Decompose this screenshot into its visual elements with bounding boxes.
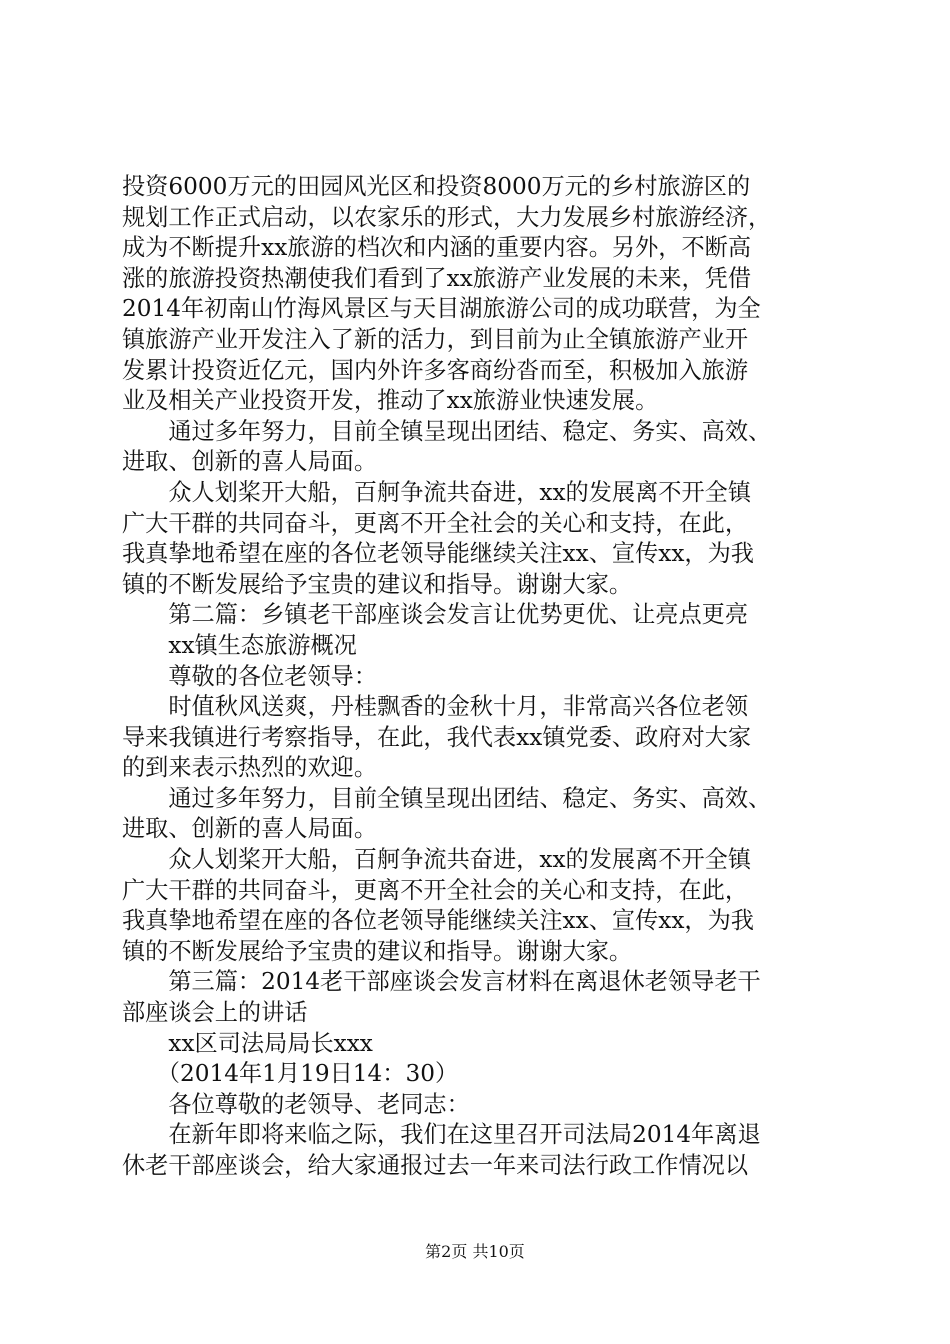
text-line: 广大干群的共同奋斗，更离不开全社会的关心和支持，在此， xyxy=(122,509,749,537)
text-line: 规划工作正式启动，以农家乐的形式，大力发展乡村旅游经济， xyxy=(122,203,772,231)
document-body xyxy=(122,172,834,1182)
text-line: 众人划桨开大船，百舸争流共奋进，xx的发展离不开全镇 xyxy=(122,478,752,506)
text-line: 众人划桨开大船，百舸争流共奋进，xx的发展离不开全镇 xyxy=(122,846,752,874)
text-line: 广大干群的共同奋斗，更离不开全社会的关心和支持，在此， xyxy=(122,876,749,904)
text-line: 通过多年努力，目前全镇呈现出团结、稳定、务实、高效、 xyxy=(122,784,772,812)
text-line: 发累计投资近亿元，国内外许多客商纷沓而至，积极加入旅游 xyxy=(122,356,749,384)
text-line: 镇的不断发展给予宝贵的建议和指导。谢谢大家。 xyxy=(122,570,633,598)
page-number: 第2页 共10页 xyxy=(425,1242,525,1261)
date-line: （2014年1月19日14：30） xyxy=(122,1060,459,1088)
text-line: 镇的不断发展给予宝贵的建议和指导。谢谢大家。 xyxy=(122,937,633,965)
salutation: 各位尊敬的老领导、老同志： xyxy=(122,1090,470,1118)
text-line: 休老干部座谈会，给大家通报过去一年来司法行政工作情况以 xyxy=(122,1152,749,1179)
text-line: 投资6000万元的田园风光区和投资8000万元的乡村旅游区的 xyxy=(122,173,751,200)
text-line: 进取、创新的喜人局面。 xyxy=(122,448,378,476)
text-line: 时值秋风送爽，丹桂飘香的金秋十月，非常高兴各位老领 xyxy=(122,693,749,721)
text-line: 进取、创新的喜人局面。 xyxy=(122,815,378,843)
speaker-line: xx区司法局局长xxx xyxy=(122,1029,373,1057)
salutation: 尊敬的各位老领导： xyxy=(122,662,378,690)
text-line: 在新年即将来临之际，我们在这里召开司法局2014年离退 xyxy=(122,1121,761,1149)
text-line: 导来我镇进行考察指导，在此，我代表xx镇党委、政府对大家 xyxy=(122,723,752,751)
section-heading: 部座谈会上的讲话 xyxy=(122,999,308,1027)
text-line: 通过多年努力，目前全镇呈现出团结、稳定、务实、高效、 xyxy=(122,417,772,445)
text-line: 业及相关产业投资开发，推动了xx旅游业快速发展。 xyxy=(122,387,659,415)
text-line: xx镇生态旅游概况 xyxy=(122,631,357,659)
text-line: 镇旅游产业开发注入了新的活力，到目前为止全镇旅游产业开 xyxy=(122,325,749,353)
section-heading: 第二篇：乡镇老干部座谈会发言让优势更优、让亮点更亮 xyxy=(122,601,749,629)
text-line: 涨的旅游投资热潮使我们看到了xx旅游产业发展的未来，凭借 xyxy=(122,264,752,292)
text-line: 的到来表示热烈的欢迎。 xyxy=(122,754,378,782)
text-line: 我真挚地希望在座的各位老领导能继续关注xx、宣传xx，为我 xyxy=(122,907,754,935)
text-line: 2014年初南山竹海风景区与天目湖旅游公司的成功联营，为全 xyxy=(122,295,761,323)
section-heading: 第三篇：2014老干部座谈会发言材料在离退休老领导老干 xyxy=(122,968,761,996)
text-line: 我真挚地希望在座的各位老领导能继续关注xx、宣传xx，为我 xyxy=(122,540,754,568)
text-line: 成为不断提升xx旅游的档次和内涵的重要内容。另外，不断高 xyxy=(122,234,752,262)
